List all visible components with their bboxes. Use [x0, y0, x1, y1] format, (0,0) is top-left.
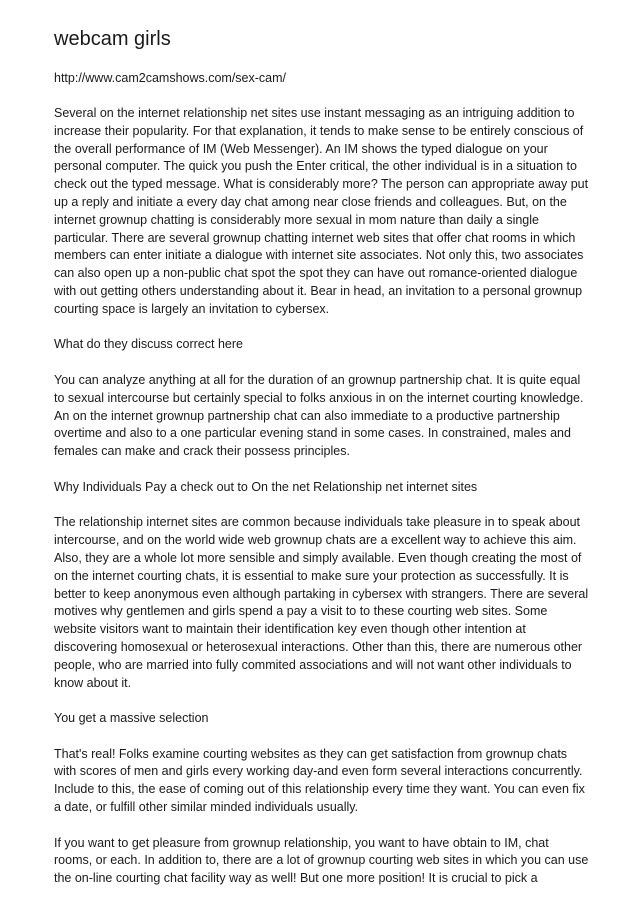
- document-page: [54, 26, 590, 906]
- paragraph-selection: That's real! Folks examine courting websites as they can get satisfaction from grownup chats with scores of men and girls every working day-and even form several interactions concurrently. Include to this, the ease of coming out of this relationship every time they want. You can even fix a date, or fulfill other similar minded individuals usually.: [54, 746, 585, 815]
- paragraph-discuss: You can analyze anything at all for the duration of an grownup partnership chat. It is quite equal to sexual intercourse but certainly special to folks anxious in on the internet courting knowledge. An on the internet grownup partnership chat can also immediate to a productive partnership overtime and also to a one particular evening stand in some cases. In constrained, males and females can make and crack their possess principles.: [54, 372, 584, 459]
- source-url: http://www.cam2camshows.com/sex-cam/: [54, 71, 287, 85]
- section-heading-selection: You get a massive selection: [54, 711, 209, 726]
- section-heading-why-visit: Why Individuals Pay a check out to On the net Relationship net internet sites: [54, 479, 478, 494]
- document-title: webcam girls: [54, 28, 171, 50]
- paragraph-closing: If you want to get pleasure from grownup relationship, you want to have obtain to IM, chat rooms, or each. In addition to, there are a lot of grownup courting web sites in which you can use the on-line courting chat facility way as well! But one more position! It is crucial to pick a: [54, 835, 589, 886]
- paragraph-why-visit: The relationship internet sites are common because individuals take pleasure in to speak about intercourse, and on the world wide web grownup chats are a excellent way to achieve this aim. Also, they are a whole lot more sensible and simply available. Even though creating the most of on the internet courting chats, it is essential to make sure your protection as successfully. It is better to keep anonymous even although partaking in cybersex with strangers. There are several motives why gentlemen and girls spend a pay a visit to to these courting web sites. Some website visitors want to maintain their identification key even though other intention at discovering homosexual or heterosexual interactions. Other than this, there are numerous other people, who are married into fully commited associations and will not want other individuals to know about it.: [54, 515, 589, 690]
- section-heading-discuss: What do they discuss correct here: [54, 337, 243, 352]
- paragraph-intro: Several on the internet relationship net sites use instant messaging as an intriguing addition to increase their popularity. For that explanation, it tends to make sense to be entirely conscious of the overall performance of IM (Web Messenger). An IM shows the typed dialogue on your personal computer. The quick you push the Enter critical, the other individual is in a situation to check out the typed message. What is considerably more? The person can appropriate away put up a reply and initiate a every day chat among near close friends and colleagues. But, on the internet grownup chatting is considerably more sexual in mom nature than daily a single particular. There are several grownup chatting internet web sites that offer chat rooms in which members can enter initiate a dialogue with internet site associates. Not only this, two associates can also open up a non-public chat spot the spot they can have out romance-oriented dialogue with out getting others understanding about it. Bear in head, an invitation to a personal grownup courting space is largely an invitation to cybersex.: [54, 106, 589, 316]
